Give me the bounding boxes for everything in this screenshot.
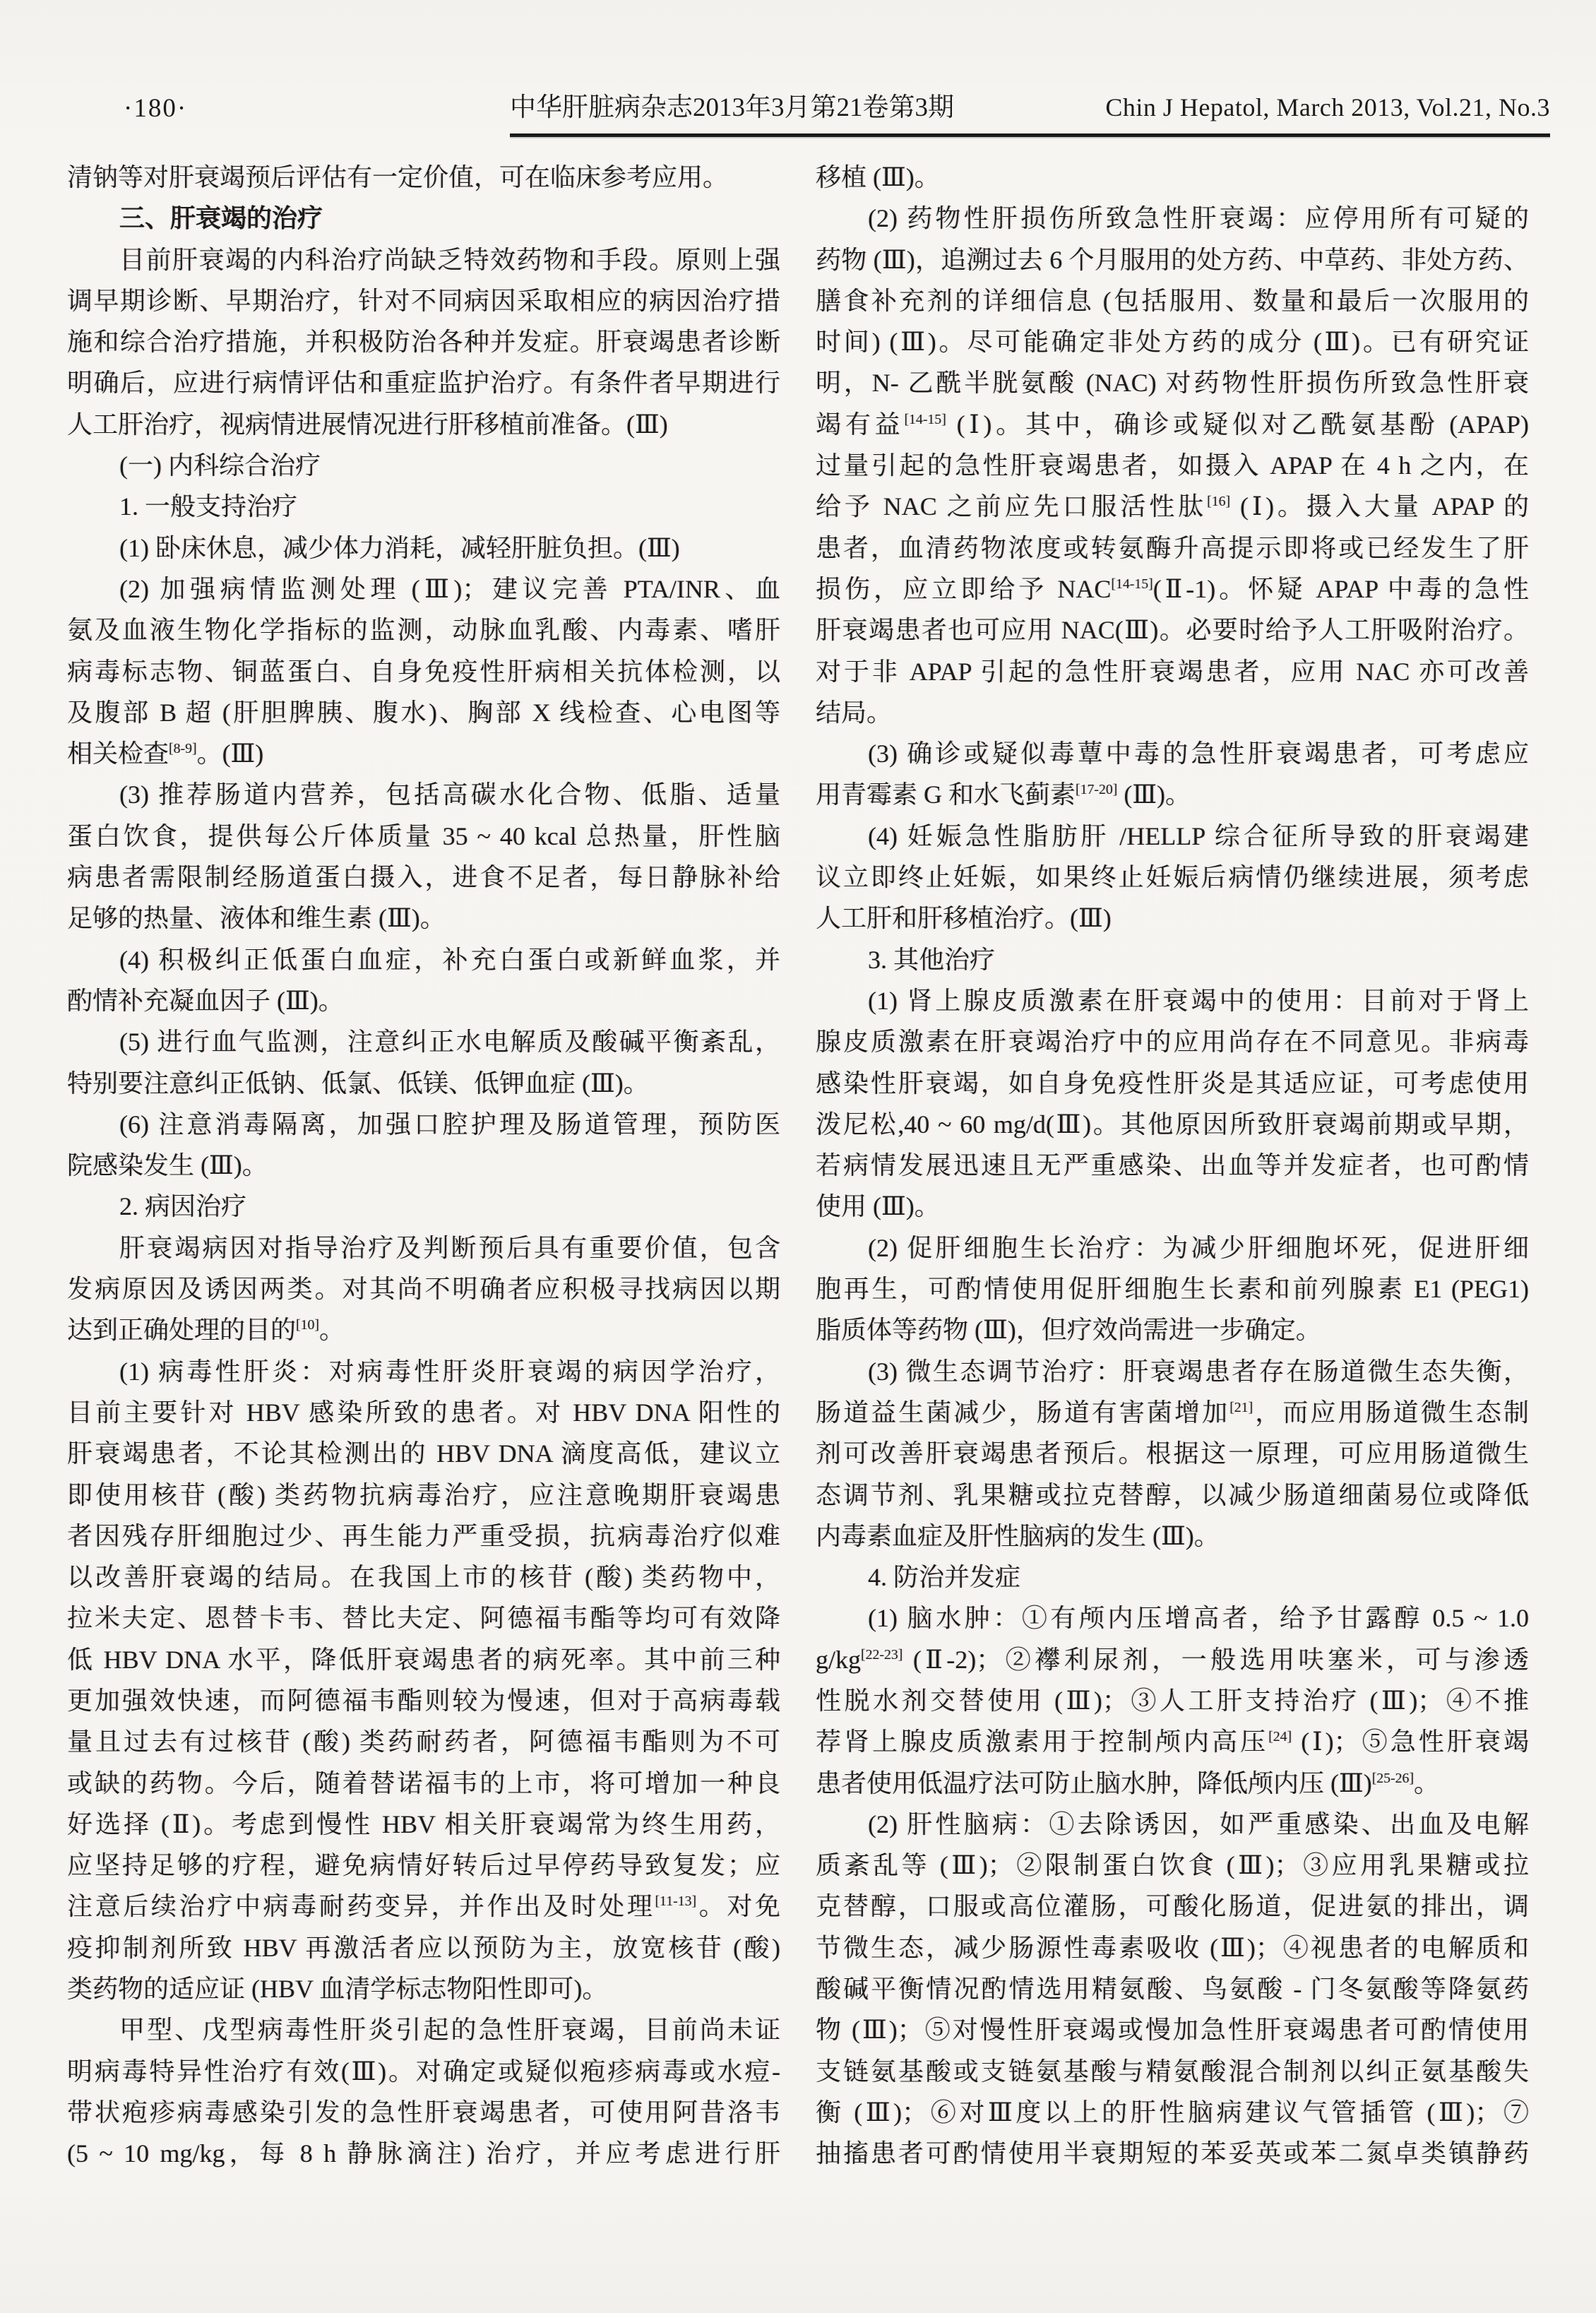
text-line: 甲型、戊型病毒性肝炎引起的急性肝衰竭，目前尚未证 <box>119 2016 780 2045</box>
text-line: 及腹部 B 超 (肝胆脾胰、腹水)、胸部 X 线检查、心电图等 <box>67 698 780 727</box>
text-line: 感染性肝衰竭，如自身免疫性肝炎是其适应证，可考虑使用 <box>816 1069 1529 1098</box>
text-line: 好选择 (Ⅱ)。考虑到慢性 HBV 相关肝衰竭常为终生用药， <box>67 1809 780 1838</box>
text-line: 明，N- 乙酰半胱氨酸 (NAC) 对药物性肝损伤所致急性肝衰 <box>816 369 1529 398</box>
text-line: 竭有益[14-15] (Ⅰ)。其中，确诊或疑似对乙酰氨基酚 (APAP) <box>816 410 1529 439</box>
text-line: 更加强效快速，而阿德福韦酯则较为慢速，但对于高病毒载 <box>67 1686 780 1715</box>
text-line: 使用 (Ⅲ)。 <box>816 1192 940 1221</box>
page-number: ·180· <box>124 94 188 123</box>
text-line: 剂可改善肝衰竭患者预后。根据这一原理，可应用肠道微生 <box>816 1439 1529 1468</box>
text-line: 发病原因及诱因两类。对其尚不明确者应积极寻找病因以期 <box>67 1275 780 1304</box>
text-line: 三、肝衰竭的治疗 <box>119 204 323 233</box>
text-line: 对于非 APAP 引起的急性肝衰竭患者，应用 NAC 亦可改善 <box>816 657 1529 686</box>
text-line: 2. 病因治疗 <box>119 1192 247 1221</box>
text-line: (2) 促肝细胞生长治疗：为减少肝细胞坏死，促进肝细 <box>868 1233 1529 1262</box>
text-line: 患者使用低温疗法可防止脑水肿，降低颅内压 (Ⅲ)[25-26]。 <box>816 1768 1440 1797</box>
text-line: 内毒素血症及肝性脑病的发生 (Ⅲ)。 <box>816 1521 1220 1550</box>
text-line: 明确后，应进行病情评估和重症监护治疗。有条件者早期进行 <box>67 369 780 398</box>
text-line: 疫抑制剂所致 HBV 再激活者应以预防为主，放宽核苷 (酸) <box>67 1933 780 1962</box>
text-line: 类药物的适应证 (HBV 血清学标志物阳性即可)。 <box>67 1975 608 2004</box>
article-body <box>67 157 1529 2175</box>
text-line: 荐肾上腺皮质激素用于控制颅内高压[24] (Ⅰ)；⑤急性肝衰竭 <box>816 1728 1529 1756</box>
text-line: 肝衰竭病因对指导治疗及判断预后具有重要价值，包含 <box>119 1233 780 1262</box>
text-line: 损伤，应立即给予 NAC[14-15](Ⅱ-1)。怀疑 APAP 中毒的急性 <box>816 574 1529 603</box>
text-line: 或缺的药物。今后，随着替诺福韦的上市，将可增加一种良 <box>67 1768 780 1797</box>
text-line: 院感染发生 (Ⅲ)。 <box>67 1151 268 1180</box>
text-line: 用青霉素 G 和水飞蓟素[17-20] (Ⅲ)。 <box>816 780 1191 809</box>
text-line: 蛋白饮食，提供每公斤体质量 35 ~ 40 kcal 总热量，肝性脑 <box>67 821 780 850</box>
journal-title-cn: 中华肝脏病杂志2013年3月第21卷第3期 <box>510 93 954 122</box>
text-line: 注意后续治疗中病毒耐药变异，并作出及时处理[11-13]。对免 <box>67 1892 780 1921</box>
text-line: 移植 (Ⅲ)。 <box>816 163 940 191</box>
text-line: (4) 积极纠正低蛋白血症，补充白蛋白或新鲜血浆，并 <box>119 945 780 974</box>
text-line: 清钠等对肝衰竭预后评估有一定价值，可在临床参考应用。 <box>67 163 729 191</box>
text-line: 酸碱平衡情况酌情选用精氨酸、鸟氨酸 - 门冬氨酸等降氨药 <box>816 1975 1529 2004</box>
text-line: 调早期诊断、早期治疗，针对不同病因采取相应的病因治疗措 <box>67 286 780 315</box>
text-line: 明病毒特异性治疗有效(Ⅲ)。对确定或疑似疱疹病毒或水痘- <box>67 2057 780 2086</box>
text-line: (2) 药物性肝损伤所致急性肝衰竭：应停用所有可疑的 <box>868 204 1529 233</box>
text-line: 物 (Ⅲ)；⑤对慢性肝衰竭或慢加急性肝衰竭患者可酌情使用 <box>816 2016 1529 2045</box>
text-line: (1) 卧床休息，减少体力消耗，减轻肝脏负担。(Ⅲ) <box>119 533 680 562</box>
text-line: 3. 其他治疗 <box>868 945 996 974</box>
text-line: 质紊乱等 (Ⅲ)；②限制蛋白饮食 (Ⅲ)；③应用乳果糖或拉 <box>816 1851 1529 1880</box>
text-line: (1) 脑水肿：①有颅内压增高者，给予甘露醇 0.5 ~ 1.0 <box>868 1604 1529 1633</box>
text-line: 时间) (Ⅲ)。尽可能确定非处方药的成分 (Ⅲ)。已有研究证 <box>816 328 1529 357</box>
text-line: 达到正确处理的目的[10]。 <box>67 1316 345 1345</box>
text-line: 肠道益生菌减少，肠道有害菌增加[21]，而应用肠道微生态制 <box>816 1398 1529 1427</box>
journal-header-line <box>510 89 1550 126</box>
text-line: 腺皮质激素在肝衰竭治疗中的应用尚存在不同意见。非病毒 <box>816 1028 1529 1057</box>
text-line: (一) 内科综合治疗 <box>119 451 321 480</box>
text-line: 抽搐患者可酌情使用半衰期短的苯妥英或苯二氮卓类镇静药 <box>816 2139 1529 2168</box>
text-line: (5) 进行血气监测，注意纠正水电解质及酸碱平衡紊乱， <box>119 1028 780 1057</box>
text-line: 药物 (Ⅲ)，追溯过去 6 个月服用的处方药、中草药、非处方药、 <box>816 245 1529 274</box>
left-column <box>67 157 780 2175</box>
text-line: 态调节剂、乳果糖或拉克替醇，以减少肠道细菌易位或降低 <box>816 1480 1529 1509</box>
text-line: 带状疱疹病毒感染引发的急性肝衰竭患者，可使用阿昔洛韦 <box>67 2098 780 2127</box>
text-line: 量且过去有过核苷 (酸) 类药耐药者，阿德福韦酯则为不可 <box>67 1728 780 1756</box>
text-line: 病毒标志物、铜蓝蛋白、自身免疫性肝病相关抗体检测，以 <box>67 657 780 686</box>
journal-title-en: Chin J Hepatol, March 2013, Vol.21, No.3 <box>1105 93 1550 121</box>
text-line: 肝衰竭患者，不论其检测出的 HBV DNA 滴度高低，建议立 <box>67 1439 780 1468</box>
text-line: 以改善肝衰竭的结局。在我国上市的核苷 (酸) 类药物中， <box>67 1563 780 1592</box>
text-line: (2) 加强病情监测处理 (Ⅲ)；建议完善 PTA/INR、血 <box>119 574 780 603</box>
text-line: 肝衰竭患者也可应用 NAC(Ⅲ)。必要时给予人工肝吸附治疗。 <box>816 616 1529 645</box>
text-line: 若病情发展迅速且无严重感染、出血等并发症者，也可酌情 <box>816 1151 1529 1180</box>
text-line: 结局。 <box>816 698 893 727</box>
text-line: 施和综合治疗措施，并积极防治各种并发症。肝衰竭患者诊断 <box>67 328 780 357</box>
text-line: 克替醇，口服或高位灌肠，可酸化肠道，促进氨的排出，调 <box>816 1892 1529 1921</box>
text-line: (3) 确诊或疑似毒蕈中毒的急性肝衰竭患者，可考虑应 <box>868 739 1529 768</box>
text-line: 膳食补充剂的详细信息 (包括服用、数量和最后一次服用的 <box>816 286 1529 315</box>
text-line: 低 HBV DNA 水平，降低肝衰竭患者的病死率。其中前三种 <box>67 1645 780 1674</box>
text-line: 过量引起的急性肝衰竭患者，如摄入 APAP 在 4 h 之内，在 <box>816 451 1529 480</box>
text-line: 泼尼松,40 ~ 60 mg/d(Ⅲ)。其他原因所致肝衰竭前期或早期， <box>816 1110 1529 1138</box>
text-line: 胞再生，可酌情使用促肝细胞生长素和前列腺素 E1 (PEG1) <box>816 1275 1529 1304</box>
text-line: (3) 推荐肠道内营养，包括高碳水化合物、低脂、适量 <box>119 780 780 809</box>
text-line: (1) 肾上腺皮质激素在肝衰竭中的使用：目前对于肾上 <box>868 986 1529 1015</box>
right-column <box>816 157 1529 2175</box>
text-line: 氨及血液生物化学指标的监测，动脉血乳酸、内毒素、嗜肝 <box>67 616 780 645</box>
text-line: 议立即终止妊娠，如果终止妊娠后病情仍继续进展，须考虑 <box>816 863 1529 892</box>
text-line: g/kg[22-23] (Ⅱ-2)；②襻利尿剂，一般选用呋塞米，可与渗透 <box>816 1645 1529 1674</box>
text-line: 1. 一般支持治疗 <box>119 492 298 521</box>
text-line: 性脱水剂交替使用 (Ⅲ)；③人工肝支持治疗 (Ⅲ)；④不推 <box>816 1686 1529 1715</box>
text-line: 4. 防治并发症 <box>868 1563 1021 1592</box>
text-line: 特别要注意纠正低钠、低氯、低镁、低钾血症 (Ⅲ)。 <box>67 1069 649 1098</box>
text-line: 节微生态，减少肠源性毒素吸收 (Ⅲ)；④视患者的电解质和 <box>816 1933 1529 1962</box>
header-rule <box>510 133 1550 137</box>
text-line: 即使用核苷 (酸) 类药物抗病毒治疗，应注意晚期肝衰竭患 <box>67 1480 780 1509</box>
text-line: (3) 微生态调节治疗：肝衰竭患者存在肠道微生态失衡， <box>868 1357 1529 1386</box>
text-line: (5 ~ 10 mg/kg，每 8 h 静脉滴注) 治疗，并应考虑进行肝 <box>67 2139 780 2168</box>
text-line: (1) 病毒性肝炎：对病毒性肝炎肝衰竭的病因学治疗， <box>119 1357 780 1386</box>
text-line: 目前肝衰竭的内科治疗尚缺乏特效药物和手段。原则上强 <box>119 245 780 274</box>
text-line: (2) 肝性脑病：①去除诱因，如严重感染、出血及电解 <box>868 1809 1529 1838</box>
text-line: 足够的热量、液体和维生素 (Ⅲ)。 <box>67 904 446 933</box>
text-line: 相关检查[8-9]。(Ⅲ) <box>67 739 264 768</box>
text-line: 支链氨基酸或支链氨基酸与精氨酸混合制剂以纠正氨基酸失 <box>816 2057 1529 2086</box>
text-line: 人工肝和肝移植治疗。(Ⅲ) <box>816 904 1112 933</box>
text-line: 目前主要针对 HBV 感染所致的患者。对 HBV DNA 阳性的 <box>67 1398 780 1427</box>
text-line: 病患者需限制经肠道蛋白摄入，进食不足者，每日静脉补给 <box>67 863 780 892</box>
text-line: 给予 NAC 之前应先口服活性肽[16] (Ⅰ)。摄入大量 APAP 的 <box>816 492 1529 521</box>
text-line: (6) 注意消毒隔离，加强口腔护理及肠道管理，预防医 <box>119 1110 780 1138</box>
text-line: 人工肝治疗，视病情进展情况进行肝移植前准备。(Ⅲ) <box>67 410 668 439</box>
text-line: 者因残存肝细胞过少、再生能力严重受损，抗病毒治疗似难 <box>67 1521 780 1550</box>
text-line: 酌情补充凝血因子 (Ⅲ)。 <box>67 986 344 1015</box>
text-line: 患者，血清药物浓度或转氨酶升高提示即将或已经发生了肝 <box>816 533 1529 562</box>
text-line: 脂质体等药物 (Ⅲ)，但疗效尚需进一步确定。 <box>816 1316 1321 1345</box>
text-line: 衡 (Ⅲ)；⑥对Ⅲ度以上的肝性脑病建议气管插管 (Ⅲ)；⑦ <box>816 2098 1529 2127</box>
text-line: 应坚持足够的疗程，避免病情好转后过早停药导致复发；应 <box>67 1851 780 1880</box>
text-line: 拉米夫定、恩替卡韦、替比夫定、阿德福韦酯等均可有效降 <box>67 1604 780 1633</box>
text-line: (4) 妊娠急性脂肪肝 /HELLP 综合征所导致的肝衰竭建 <box>868 821 1529 850</box>
